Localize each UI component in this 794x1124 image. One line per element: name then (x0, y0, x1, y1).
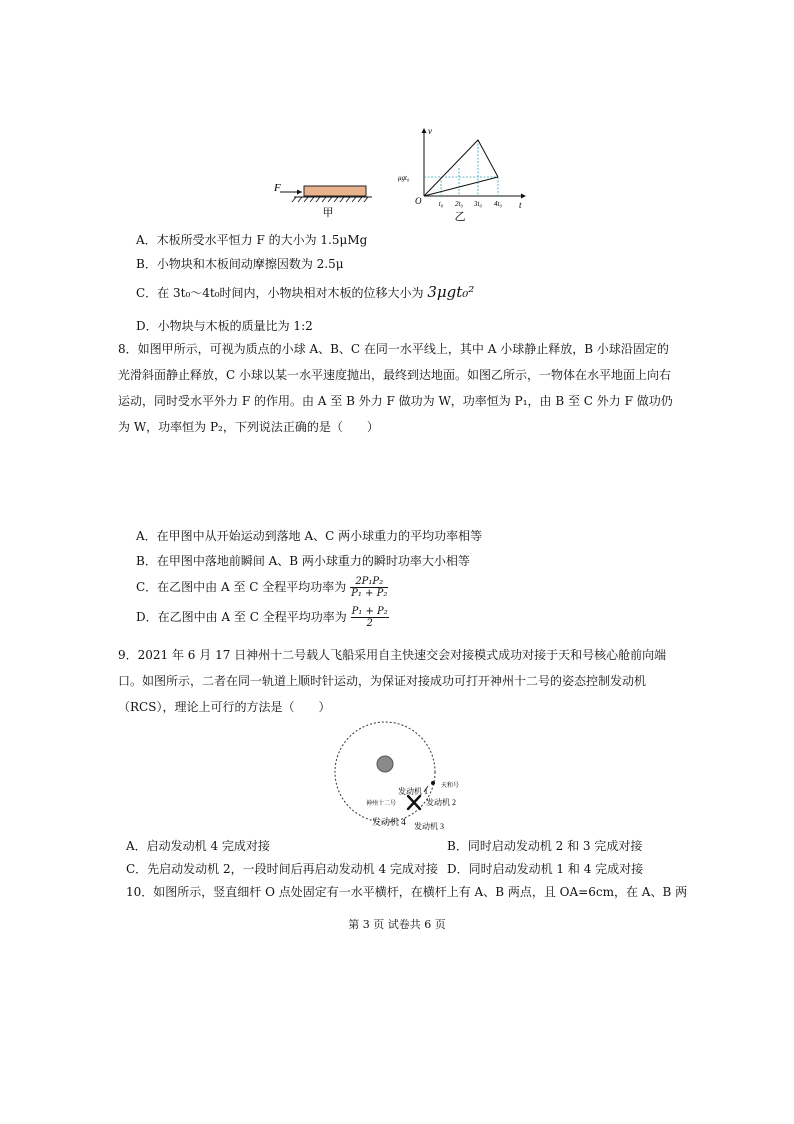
engine-4-label: 发动机 4 (372, 817, 406, 827)
q8-option-a: A．在甲图中从开始运动到落地 A、C 两小球重力的平均功率相等 (136, 529, 483, 543)
force-label: F (274, 182, 281, 194)
tick-4t0: 4t₀ (494, 200, 502, 208)
q7-option-c-expr: 3μgt₀² (427, 283, 475, 301)
figure-jia (268, 176, 378, 222)
q8-stem: 8．如图甲所示，可视为质点的小球 A、B、C 在同一水平线上，其中 A 小球静止释放，B 小球沿固定的光滑斜面静止释放，C 小球以某一水平速度抛出，最终到达地面。如图乙所示，一物体在水平地面上向右运动，同时受水平外力 F 的作用。由 A 至 B 外力 F 做功为 W，功率恒为 P₁，由 B 至 C 外力 F 做功仍为 W，功率恒为 P₂，下列说法正确的是（ ） (118, 342, 673, 434)
plank (304, 186, 366, 196)
y-mark-label: μgt₀ (398, 174, 410, 182)
q8-option-c (136, 574, 388, 600)
q7-option-d: D．小物块与木板的质量比为 1:2 (136, 319, 313, 333)
q8-option-b: B．在甲图中落地前瞬间 A、B 两小球重力的瞬时功率大小相等 (136, 554, 470, 568)
tick-t0: t₀ (438, 200, 444, 208)
shenzhou-label: 神州十二号 (366, 801, 397, 807)
q8-option-c-fraction (350, 576, 388, 599)
q9-orbit-figure (330, 708, 468, 836)
tianhe-label: 天和号 (441, 783, 460, 789)
q8-c-numerator: 2P₁P₂ (350, 576, 388, 588)
axis-t-label: t (519, 200, 522, 210)
figure-jia-caption: 甲 (322, 207, 334, 219)
axis-v-label: v (428, 126, 432, 136)
q8-option-d-fraction (351, 606, 389, 629)
tick-3t0: 3t₀ (474, 200, 482, 208)
q8-c-denominator: P₁ + P₂ (351, 588, 388, 599)
q8-option-d (136, 604, 389, 632)
q9-stem: 9．2021 年 6 月 17 日神州十二号载人飞船采用自主快速交会对接模式成功对接于天和号核心舱前向端口。如图所示，二者在同一轨道上顺时针运动，为保证对接成功可打开神州十二号的姿态控制发动机（RCS），理论上可行的方法是（ ） (118, 648, 667, 714)
q7-option-b: B．小物块和木板间动摩擦因数为 2.5μ (136, 257, 344, 271)
q9-option-c: C．先启动发动机 2，一段时间后再启动发动机 4 完成对接 (126, 862, 438, 876)
q10-stem: 10．如图所示，竖直细杆 O 点处固定有一水平横杆，在横杆上有 A、B 两点，且 OA=6cm，在 A、B 两 (126, 885, 688, 899)
q9-option-a: A．启动发动机 4 完成对接 (126, 839, 270, 853)
spacecraft-icon (408, 796, 420, 809)
engine-1-label: 发动机 1 (398, 787, 428, 796)
figure-yi-caption: 乙 (454, 211, 466, 223)
q8-d-denominator: 2 (366, 618, 373, 629)
tianhe-icon (431, 781, 435, 785)
figure-yi (396, 124, 530, 224)
earth-icon (377, 756, 393, 772)
q9-option-b: B．同时启动发动机 2 和 3 完成对接 (447, 839, 643, 853)
q8-d-numerator: P₁ + P₂ (351, 606, 388, 617)
v-t-line (424, 140, 498, 196)
q7-option-c (136, 284, 474, 301)
engine-3-label: 发动机 3 (414, 822, 444, 831)
q7-option-c-text: C．在 3t₀～4t₀时间内，小物块相对木板的位移大小为 (136, 286, 424, 300)
q8-option-d-text: D．在乙图中由 A 至 C 全程平均功率为 (136, 610, 347, 624)
q9-option-d: D．同时启动发动机 1 和 4 完成对接 (447, 862, 644, 876)
q7-option-a: A．木板所受水平恒力 F 的大小为 1.5μMg (136, 233, 368, 247)
origin-label: O (415, 196, 422, 206)
engine-2-label: 发动机 2 (426, 798, 456, 807)
tick-2t0: 2t₀ (455, 200, 463, 208)
q8-option-c-text: C．在乙图中由 A 至 C 全程平均功率为 (136, 580, 347, 594)
page-footer: 第 3 页 试卷共 6 页 (348, 918, 446, 931)
